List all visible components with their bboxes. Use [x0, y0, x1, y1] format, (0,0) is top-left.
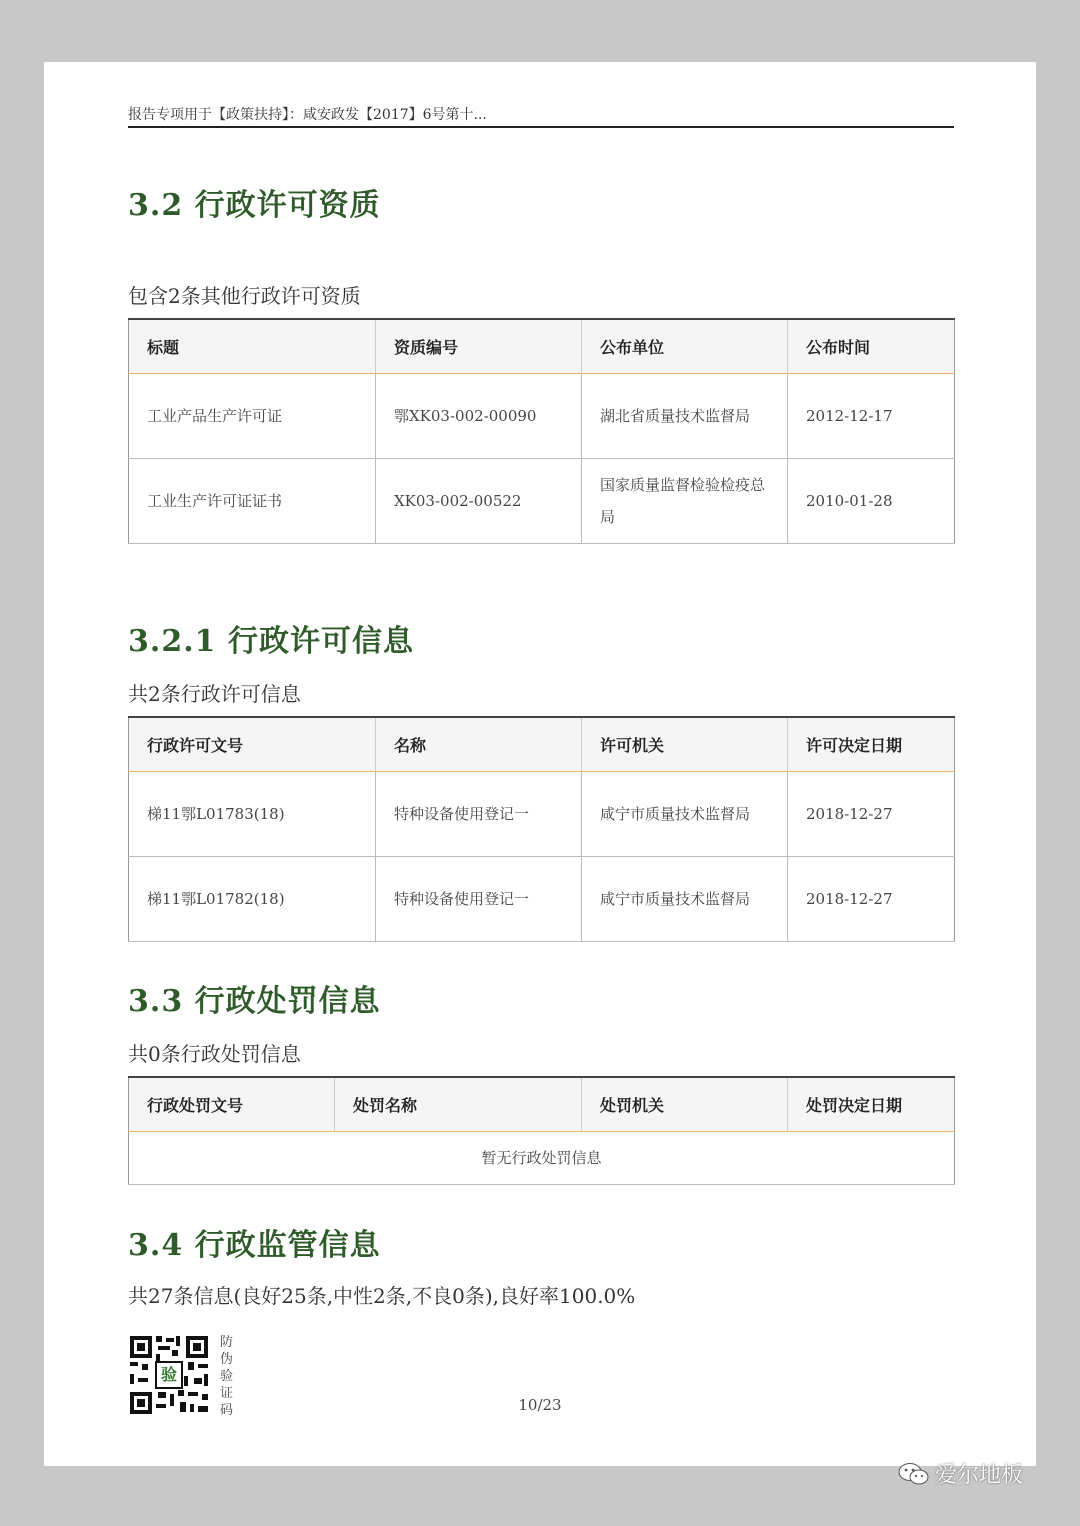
penalty-table: [128, 1076, 955, 1185]
header-divider: [128, 126, 954, 128]
table-cell: 鄂XK03-002-00090: [376, 373, 582, 458]
qr-center-label: 验: [160, 1365, 177, 1384]
table-cell: XK03-002-00522: [376, 458, 582, 543]
column-header: 名称: [376, 717, 582, 771]
table-cell: 2018-12-27: [788, 771, 955, 856]
table-cell: 湖北省质量技术监督局: [582, 373, 788, 458]
table-header-row: [129, 717, 955, 771]
table-cell: 咸宁市质量技术监督局: [582, 856, 788, 941]
section-title-3-4: 3.4 行政监管信息: [128, 1228, 381, 1263]
section-title-3-3: 3.3 行政处罚信息: [128, 984, 381, 1019]
column-header: 公布时间: [788, 319, 955, 373]
table-row: [129, 458, 955, 543]
empty-state-cell: 暂无行政处罚信息: [129, 1131, 955, 1184]
anti-counterfeit-label: 防伪验证码: [220, 1335, 234, 1418]
table-cell: 特种设备使用登记一: [376, 856, 582, 941]
section-summary-3-2: 包含2条其他行政许可资质: [128, 284, 361, 308]
page-number: 10/23: [518, 1396, 562, 1414]
column-header: 处罚决定日期: [788, 1077, 955, 1131]
table-cell: 特种设备使用登记一: [376, 771, 582, 856]
document-page: [44, 62, 1036, 1466]
column-header: 资质编号: [376, 319, 582, 373]
column-header: 处罚机关: [582, 1077, 788, 1131]
section-summary-3-4: 共27条信息(良好25条,中性2条,不良0条),良好率100.0%: [128, 1284, 636, 1308]
table-cell: 2018-12-27: [788, 856, 955, 941]
table-row: [129, 856, 955, 941]
column-header: 标题: [129, 319, 376, 373]
license-table: [128, 716, 955, 942]
table-cell: 梯11鄂L01783(18): [129, 771, 376, 856]
table-row: [129, 771, 955, 856]
column-header: 许可决定日期: [788, 717, 955, 771]
column-header: 行政处罚文号: [129, 1077, 335, 1131]
section-title-3-2-1: 3.2.1 行政许可信息: [128, 624, 414, 659]
table-header-row: [129, 1077, 955, 1131]
table-cell: 咸宁市质量技术监督局: [582, 771, 788, 856]
section-summary-3-3: 共0条行政处罚信息: [128, 1042, 301, 1066]
table-cell: 梯11鄂L01782(18): [129, 856, 376, 941]
column-header: 公布单位: [582, 319, 788, 373]
table-row: [129, 1131, 955, 1184]
table-cell: 工业产品生产许可证: [129, 373, 376, 458]
page-header: 报告专项用于【政策扶持】：咸安政发【2017】6号第十...: [128, 107, 487, 123]
account-watermark: 爱尔地板: [935, 1463, 1024, 1488]
section-summary-3-2-1: 共2条行政许可信息: [128, 682, 301, 706]
table-header-row: [129, 319, 955, 373]
qualification-table: [128, 318, 955, 544]
table-cell: 国家质量监督检验检疫总局: [582, 458, 788, 543]
column-header: 行政许可文号: [129, 717, 376, 771]
column-header: 处罚名称: [335, 1077, 582, 1131]
table-cell: 2012-12-17: [788, 373, 955, 458]
section-title-3-2: 3.2 行政许可资质: [128, 188, 381, 223]
wechat-icon: [898, 1462, 930, 1486]
table-cell: 工业生产许可证证书: [129, 458, 376, 543]
table-row: [129, 373, 955, 458]
table-cell: 2010-01-28: [788, 458, 955, 543]
column-header: 许可机关: [582, 717, 788, 771]
